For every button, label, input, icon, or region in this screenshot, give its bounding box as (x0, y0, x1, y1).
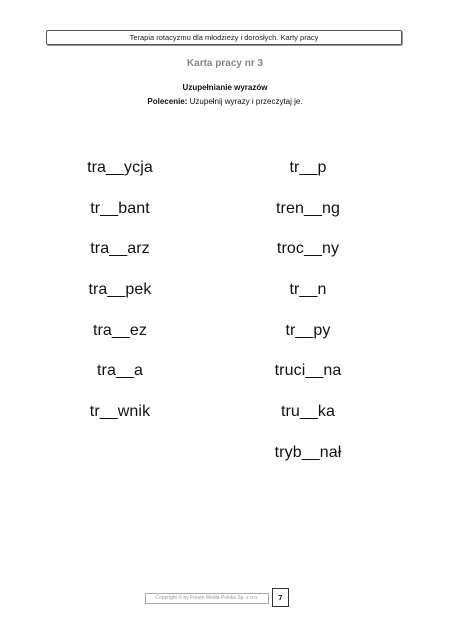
section-title: Uzupełnianie wyrazów (182, 83, 268, 92)
word-item: tryb__nał (274, 443, 342, 461)
word-item: tra__ycja (87, 159, 153, 176)
instruction-text: Uzupełnij wyrazy i przeczytaj je. (187, 97, 303, 106)
word-item: truci__na (274, 362, 342, 380)
word-item: tru__ka (280, 403, 336, 421)
sheet-title: Karta pracy nr 3 (186, 58, 264, 69)
word-item: tr__py (285, 321, 331, 339)
copyright-footer: Copyright © by Forum Media Polska Sp. z o.o. (145, 593, 269, 604)
instruction-label: Polecenie: (147, 97, 188, 106)
instruction (0, 97, 450, 106)
word-item: tra__arz (90, 240, 150, 258)
word-item: tr__n (289, 281, 327, 299)
word-column-left (40, 159, 200, 444)
running-header: Terapia rotacyzmu dla młodzieży i dorosłych. Karty pracy (46, 30, 402, 45)
word-item: tra__ez (92, 321, 148, 339)
word-item: tra__pek (88, 281, 152, 299)
word-item: tren__ng (276, 199, 340, 217)
word-item: tr__bant (90, 199, 150, 217)
word-item: tra__a (97, 362, 143, 380)
page-number: 7 (272, 588, 289, 607)
word-item: troc__ny (276, 240, 340, 258)
word-item: tr__wnik (89, 403, 151, 421)
word-item: tr__p (289, 159, 327, 176)
word-column-right (228, 159, 388, 485)
